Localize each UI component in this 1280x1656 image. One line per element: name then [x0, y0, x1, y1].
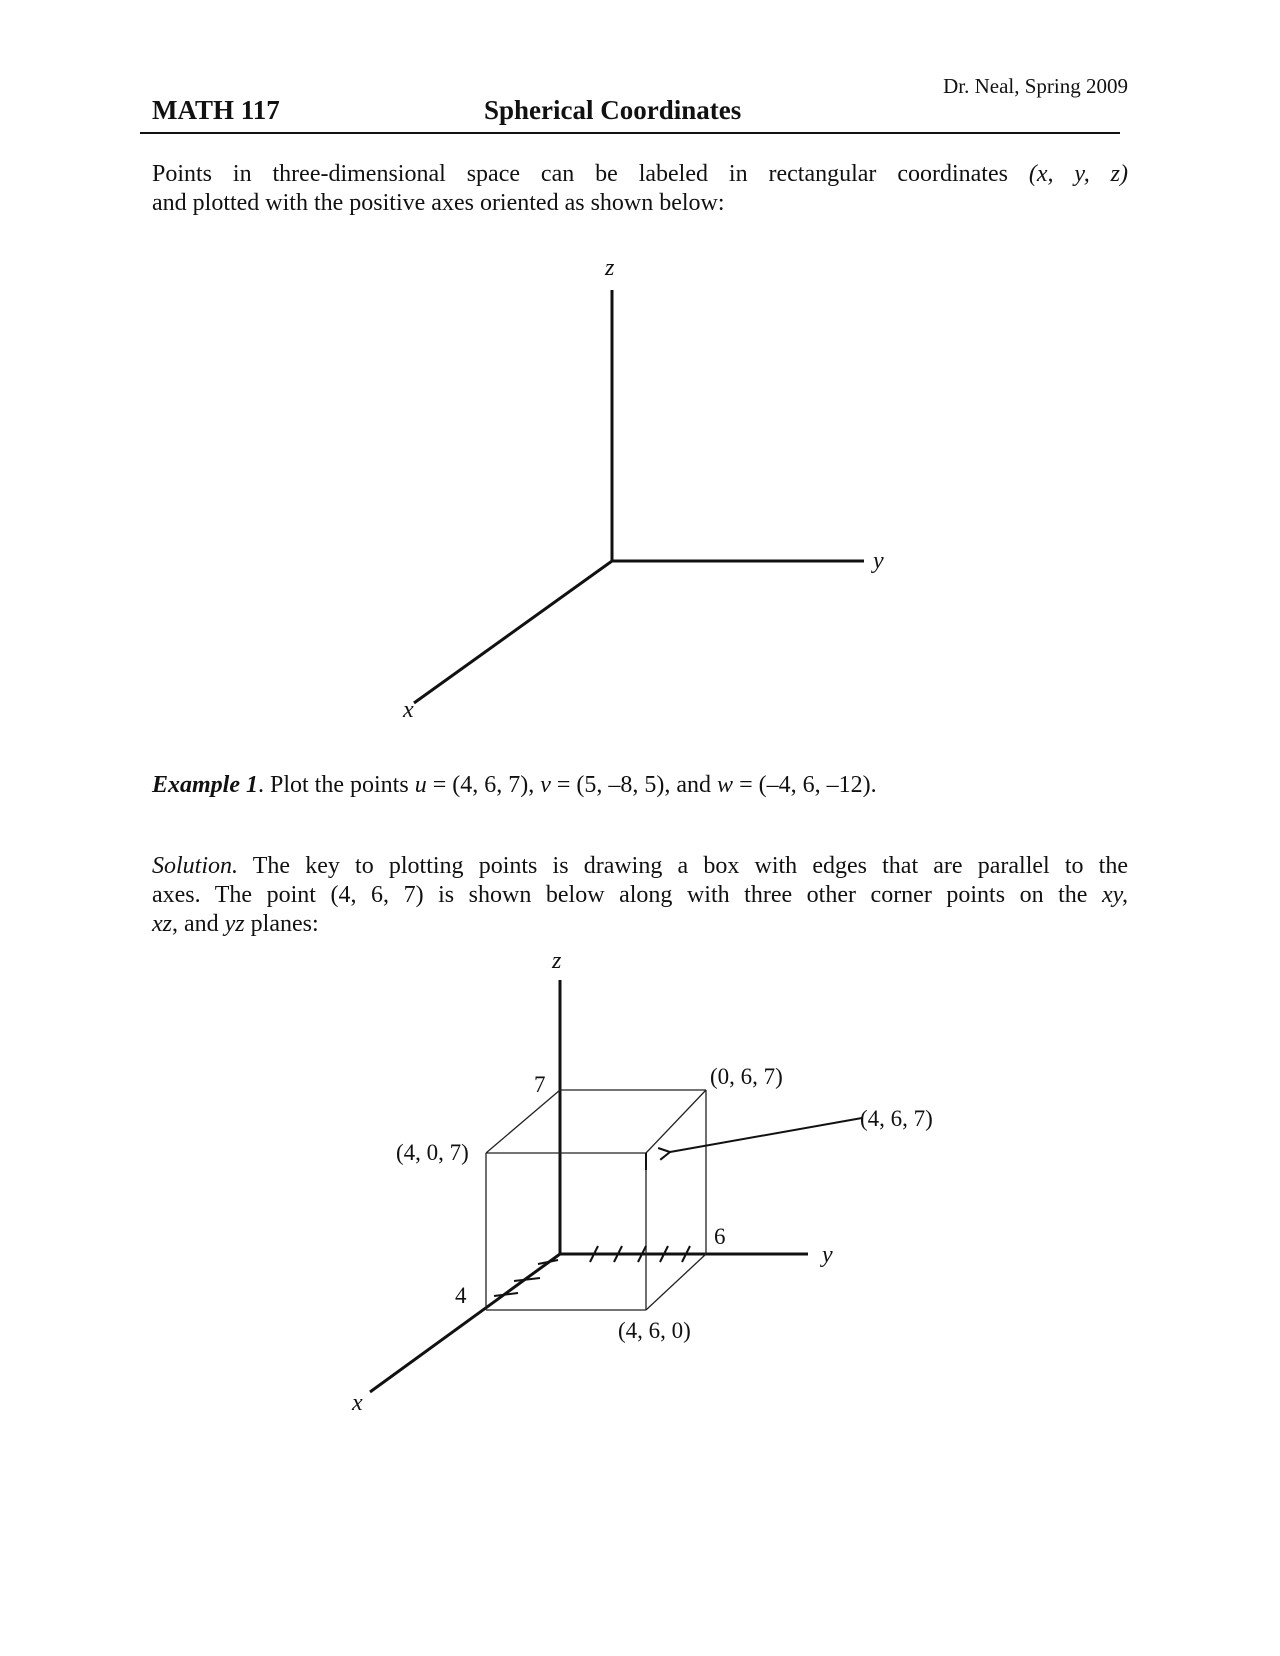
author-line: Dr. Neal, Spring 2009: [943, 74, 1128, 98]
point-v-name: v: [540, 772, 551, 798]
course-code: MATH 117: [152, 95, 280, 125]
y-axis-label: y: [822, 1242, 833, 1268]
box-figure-2: [351, 948, 933, 1416]
point-label-xz: (4, 0, 7): [396, 1140, 469, 1165]
point-label-yz: (0, 6, 7): [710, 1064, 783, 1089]
tick-label-z: 7: [534, 1072, 546, 1097]
x-axis-line: [414, 561, 612, 703]
point-label-main: (4, 6, 7): [860, 1106, 933, 1131]
z-axis-label: z: [552, 948, 562, 974]
solution-line-2: axes. The point (4, 6, 7) is shown below along with three other corner points on the xy,: [152, 882, 1128, 908]
z-axis-label: z: [605, 255, 615, 281]
intro-line-1: Points in three-dimensional space can be labeled in rectangular coordinates (x, y, z): [152, 161, 1129, 187]
box-edges: [486, 1090, 706, 1310]
example-1: Example 1. Plot the points u = (4, 6, 7), v = (5, –8, 5), and w = (–4, 6, –12).: [152, 772, 877, 798]
intro-line-2: and plotted with the positive axes oriented as shown below:: [152, 190, 725, 216]
point-w-name: w: [717, 772, 734, 798]
solution-line-3: xz, and yz planes:: [152, 911, 319, 937]
x-axis-label: x: [403, 697, 414, 723]
point-u-name: u: [414, 772, 427, 798]
coords-triple: (x, y, z): [1028, 161, 1129, 187]
point-arrow: [670, 1118, 862, 1152]
y-axis-label: y: [873, 548, 884, 574]
example-label: Example 1: [152, 772, 258, 798]
solution-label: Solution.: [152, 853, 239, 879]
page-title: Spherical Coordinates: [484, 95, 742, 125]
tick-label-y: 6: [714, 1224, 726, 1249]
tick-label-x: 4: [455, 1283, 467, 1308]
x-axis-line: [370, 1254, 560, 1392]
x-axis-label: x: [352, 1390, 363, 1416]
solution-line-1: Solution. The key to plotting points is drawing a box with edges that are parallel to the: [152, 853, 1128, 879]
point-label-xy: (4, 6, 0): [618, 1318, 691, 1343]
axes-figure-1: [402, 255, 884, 723]
